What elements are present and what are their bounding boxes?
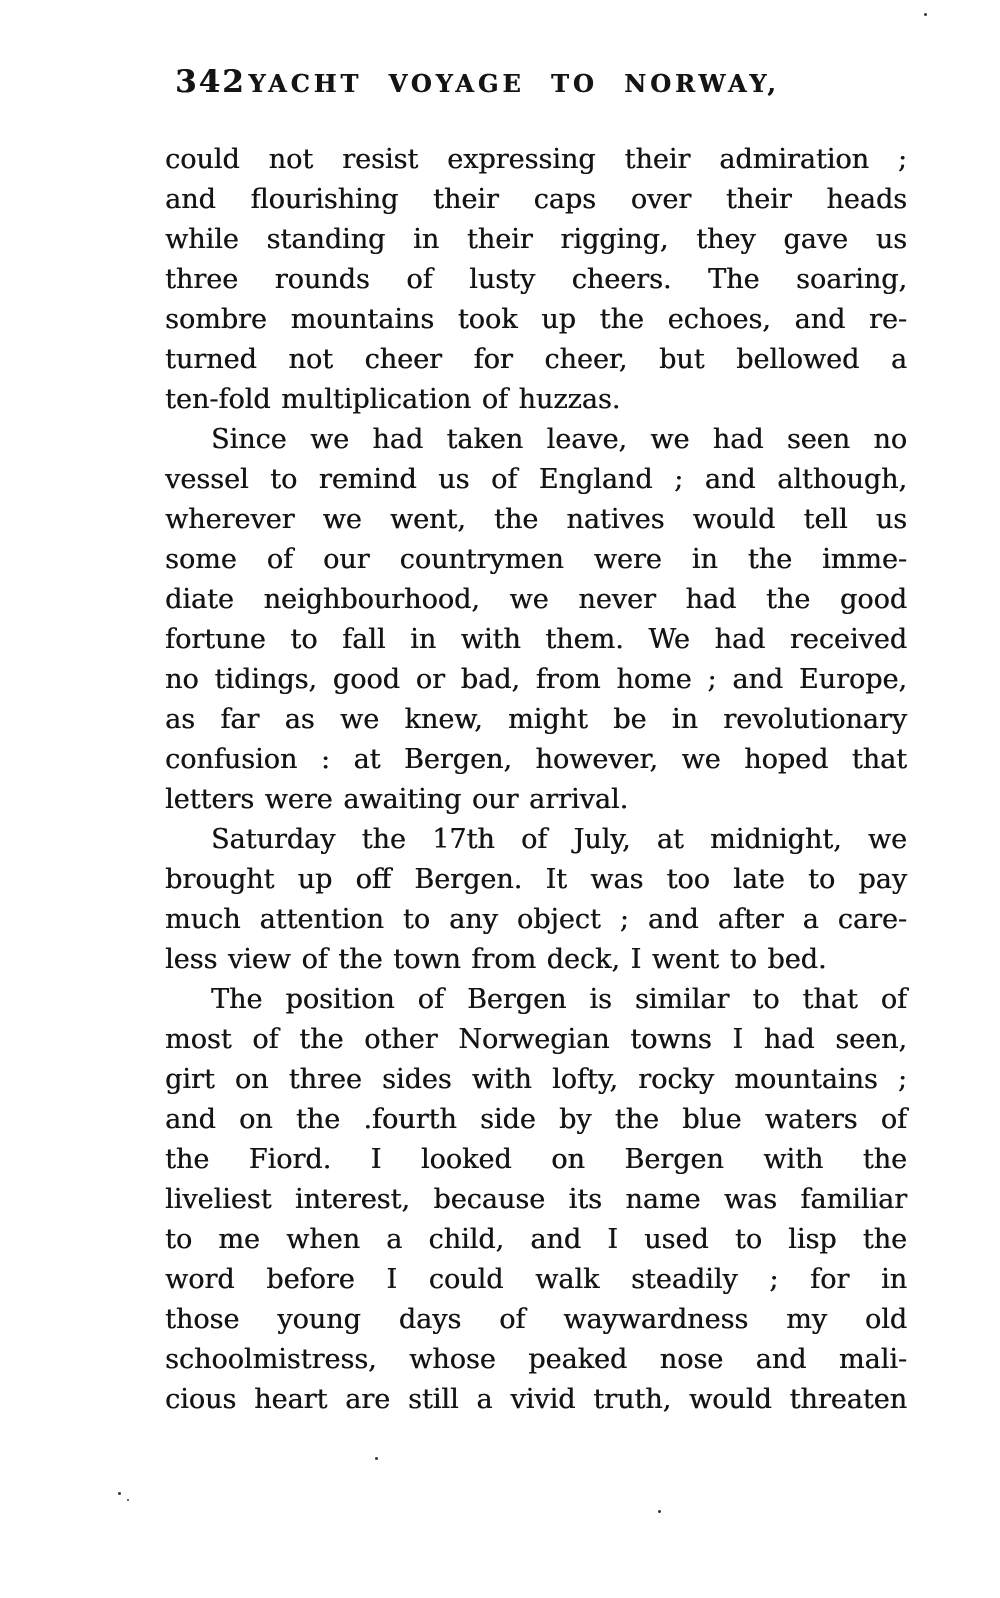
paragraph [165,980,907,1420]
text-line: turned not cheer for cheer, but bellowed a [165,344,907,375]
text-line: and flourishing their caps over their heads [165,184,907,215]
text-line: as far as we knew, might be in revolutionary [165,704,907,735]
scan-speckle [127,1499,129,1501]
text-column [165,140,907,1420]
text-line: letters were awaiting our arrival. [165,784,629,815]
paragraph [165,820,907,980]
text-line: could not resist expressing their admiration ; [165,144,907,175]
running-header-title: YACHT VOYAGE TO NORWAY, [248,69,780,98]
text-line: liveliest interest, because its name was familiar [165,1184,907,1215]
text-line: cious heart are still a vivid truth, would threaten [165,1384,907,1415]
text-line: ten-fold multiplication of huzzas. [165,384,621,415]
paragraph [165,140,907,420]
text-line: to me when a child, and I used to lisp the [165,1224,907,1255]
text-line: and on the .fourth side by the blue waters of [165,1104,907,1135]
text-line: wherever we went, the natives would tell us [165,504,907,535]
text-line: Since we had taken leave, we had seen no [211,424,907,455]
text-line: most of the other Norwegian towns I had seen, [165,1024,907,1055]
text-line: word before I could walk steadily ; for in [165,1264,907,1295]
text-line: diate neighbourhood, we never had the good [165,584,907,615]
text-line: fortune to fall in with them. We had received [165,624,907,655]
text-line: the Fiord. I looked on Bergen with the [165,1144,907,1175]
text-line: no tidings, good or bad, from home ; and Europe, [165,664,907,695]
scan-speckle [118,1492,121,1495]
text-line: Saturday the 17th of July, at midnight, we [211,824,907,855]
scan-speckle [375,1457,378,1460]
text-line: those young days of waywardness my old [165,1304,907,1335]
scan-speckle [924,13,927,16]
text-line: while standing in their rigging, they gave us [165,224,907,255]
paragraph [165,420,907,820]
text-line: some of our countrymen were in the imme- [165,544,907,575]
scan-speckle [658,1510,661,1513]
text-line: schoolmistress, whose peaked nose and mali- [165,1344,907,1375]
text-line: girt on three sides with lofty, rocky mountains ; [165,1064,907,1095]
text-line: The position of Bergen is similar to that of [211,984,907,1015]
text-line: sombre mountains took up the echoes, and re- [165,304,907,335]
text-line: brought up off Bergen. It was too late to pay [165,864,907,895]
text-line: three rounds of lusty cheers. The soaring, [165,264,907,295]
page-number: 342 [175,64,246,100]
text-line: vessel to remind us of England ; and although, [165,464,907,495]
text-line: less view of the town from deck, I went to bed. [165,944,827,975]
text-line: much attention to any object ; and after a care- [165,904,907,935]
text-line: confusion : at Bergen, however, we hoped that [165,744,907,775]
running-head [165,62,907,106]
